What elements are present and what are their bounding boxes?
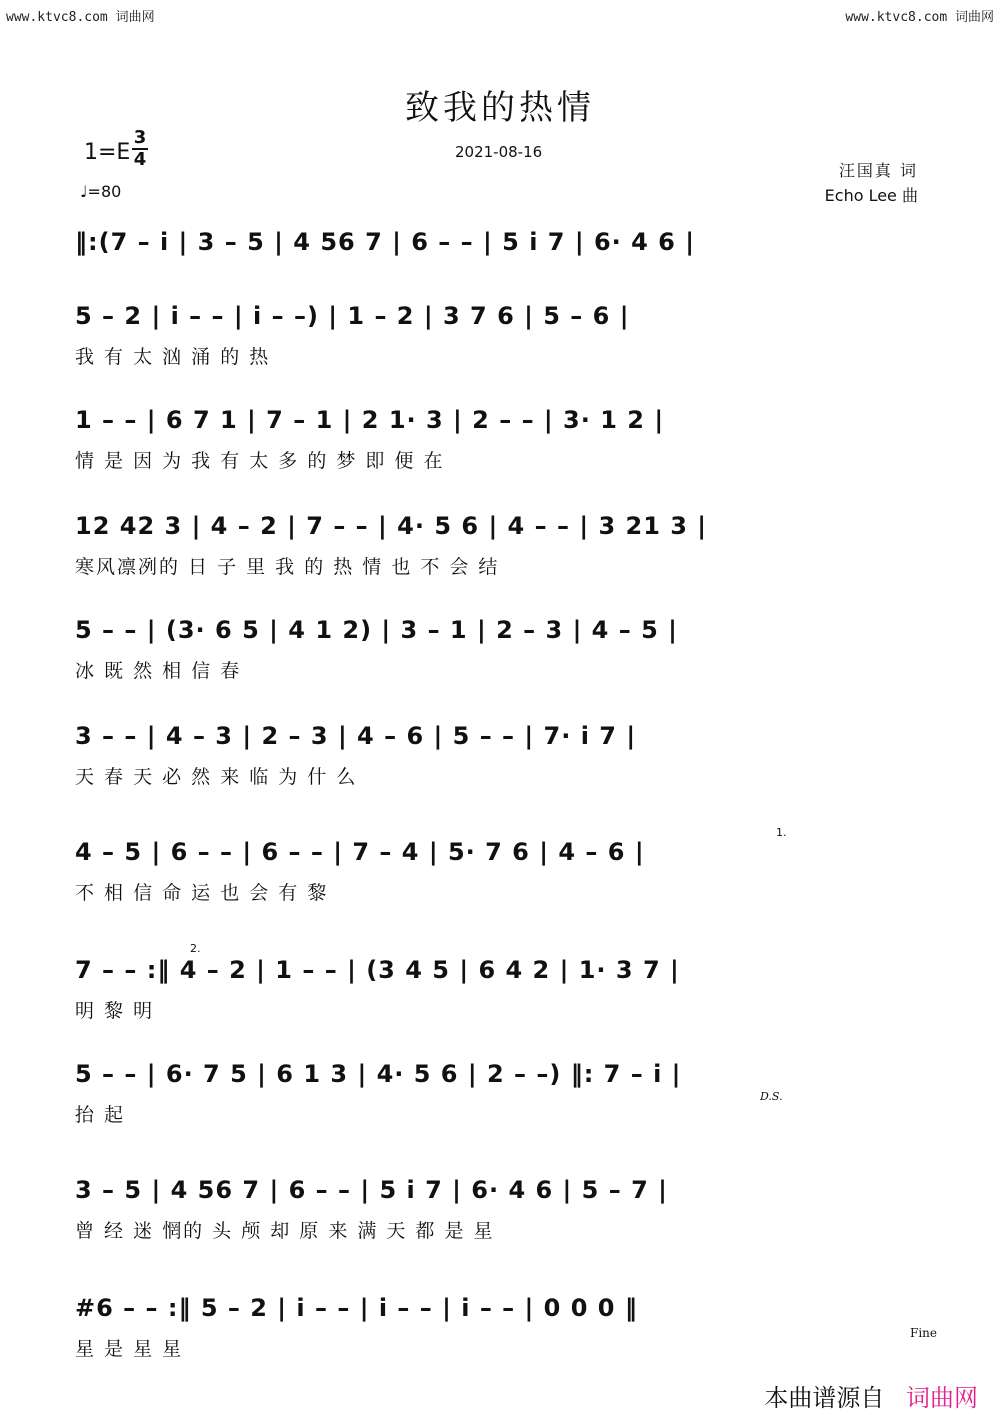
fine-mark: Fine [910, 1326, 937, 1340]
notes: 3 – 5 | 4 56 7 | 6 – – | 5 i 7 | 6· 4 6 | 5 – 7 | [75, 1176, 668, 1204]
volta-2: 2. [190, 942, 201, 955]
source-footer [764, 1378, 978, 1413]
score-line [75, 1176, 925, 1242]
time-signature-bottom: 4 [133, 149, 147, 170]
score-line [75, 722, 925, 788]
watermark-right: www.ktvc8.com 词曲网 [845, 10, 994, 25]
footer-source-label: 本曲谱源自 [764, 1384, 885, 1412]
score-date: 2021-08-16 [455, 143, 543, 161]
composer-credit: Echo Lee 曲 [824, 186, 918, 205]
notes: 1 – – | 6 7 1 | 7 – 1 | 2 1· 3 | 2 – – | 3· 1 2 | [75, 406, 665, 434]
score-line [75, 1060, 925, 1126]
score-line [75, 956, 925, 1022]
key-signature: 1=E [84, 140, 131, 165]
score-line [75, 302, 925, 368]
lyrics: 天 春 天 必 然 来 临 为 什 么 [75, 766, 358, 788]
notes: 7 – – :‖ 4 – 2 | 1 – – | (3 4 5 | 6 4 2 | 1· 3 7 | [75, 956, 680, 984]
notes: #6 – – :‖ 5 – 2 | i – – | i – – | i – – | 0 0 0 ‖ [75, 1294, 638, 1322]
notes: ‖:(7 – i | 3 – 5 | 4 56 7 | 6 – – | 5 i 7 | 6· 4 6 | [75, 228, 695, 256]
lyrics: 冰 既 然 相 信 春 [75, 660, 242, 682]
lyrics: 明 黎 明 [75, 1000, 155, 1022]
lyrics: 不 相 信 命 运 也 会 有 黎 [75, 882, 329, 904]
score-line [75, 1294, 925, 1360]
lyrics: 曾 经 迷 惘的 头 颅 却 原 来 满 天 都 是 星 [75, 1220, 495, 1242]
lyrics [75, 268, 925, 298]
watermark-left: www.ktvc8.com 词曲网 [6, 10, 155, 25]
lyricist-credit: 汪国真 词 [838, 161, 918, 180]
volta-1: 1. [776, 826, 787, 839]
lyrics: 寒风凛冽的 日 子 里 我 的 热 情 也 不 会 结 [75, 556, 500, 578]
score-line [75, 838, 925, 904]
time-signature [132, 128, 148, 170]
notes: 3 – – | 4 – 3 | 2 – 3 | 4 – 6 | 5 – – | 7· i 7 | [75, 722, 637, 750]
ds-mark: D.S. [760, 1090, 783, 1103]
footer-site-label: 词曲网 [906, 1384, 978, 1412]
score-line [75, 228, 925, 288]
score-title: 致我的热情 [405, 88, 595, 128]
lyrics: 我 有 太 汹 涌 的 热 [75, 346, 271, 368]
notes: 12 42 3 | 4 – 2 | 7 – – | 4· 5 6 | 4 – – | 3 21 3 | [75, 512, 708, 540]
notes: 5 – – | 6· 7 5 | 6 1 3 | 4· 5 6 | 2 – –) ‖: 7 – i | [75, 1060, 682, 1088]
notes: 5 – – | (3· 6 5 | 4 1 2) | 3 – 1 | 2 – 3 | 4 – 5 | [75, 616, 678, 644]
lyrics: 抬 起 [75, 1104, 126, 1126]
score-line [75, 616, 925, 682]
score-line [75, 512, 925, 578]
notes: 5 – 2 | i – – | i – –) | 1 – 2 | 3 7 6 | 5 – 6 | [75, 302, 630, 330]
tempo-marking: ♩=80 [80, 182, 122, 201]
time-signature-top: 3 [133, 127, 147, 148]
lyrics: 星 是 星 星 [75, 1338, 184, 1360]
lyrics: 情 是 因 为 我 有 太 多 的 梦 即 便 在 [75, 450, 445, 472]
score-line [75, 406, 925, 472]
notes: 4 – 5 | 6 – – | 6 – – | 7 – 4 | 5· 7 6 | 4 – 6 | [75, 838, 645, 866]
